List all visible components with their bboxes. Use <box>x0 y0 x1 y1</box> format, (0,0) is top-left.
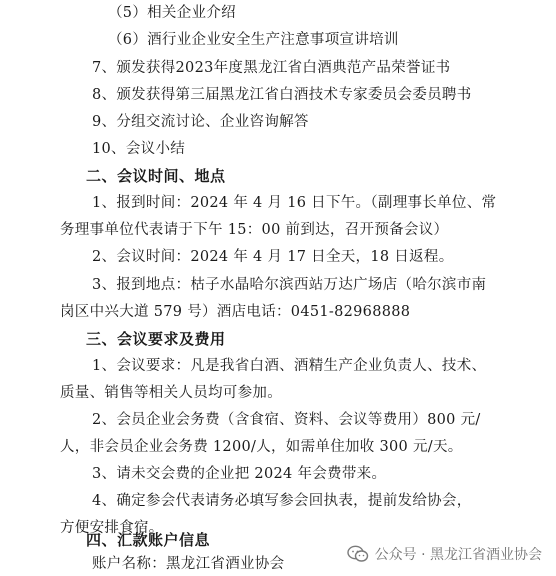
attendance-confirm-line2: 方便安排食宿。 <box>60 520 164 536</box>
membership-fee-note: 3、请未交会费的企业把 2024 年会费带来。 <box>92 466 387 482</box>
registration-place-line2: 岗区中兴大道 579 号）酒店电话：0451-82968888 <box>60 304 411 320</box>
registration-time-line2: 务理事单位代表请于下午 15：00 前到达，召开预备会议） <box>60 222 449 238</box>
fee-line1: 2、会员企业会务费（含食宿、资料、会议等费用）800 元/ <box>92 412 481 428</box>
attendance-confirm-line1: 4、确定参会代表请务必填写参会回执表，提前发给协会， <box>92 493 472 509</box>
meeting-time: 2、会议时间：2024 年 4 月 17 日全天，18 日返程。 <box>92 249 454 265</box>
agenda-item-10: 10、会议小结 <box>92 141 186 157</box>
watermark <box>347 544 542 564</box>
agenda-item-8: 8、颁发获得第三届黑龙江省白酒技术专家委员会委员聘书 <box>92 87 472 103</box>
account-name: 账户名称：黑龙江省酒业协会 <box>92 556 285 572</box>
agenda-item-6-sub: （6）酒行业企业安全生产注意事项宣讲培训 <box>108 32 399 48</box>
requirement-line2: 质量、销售等相关人员均可参加。 <box>60 385 282 401</box>
agenda-item-9: 9、分组交流讨论、企业咨询解答 <box>92 114 309 130</box>
section-heading-remittance: 四、汇款账户信息 <box>86 531 211 549</box>
requirement-line1: 1、会议要求：凡是我省白酒、酒精生产企业负责人、技术、 <box>92 358 487 374</box>
watermark-text: 公众号 · 黑龙江省酒业协会 <box>374 547 542 563</box>
registration-place-line1: 3、报到地点：枯子水晶哈尔滨西站万达广场店（哈尔滨市南 <box>92 277 487 293</box>
section-heading-requirements-fees: 三、会议要求及费用 <box>86 330 226 348</box>
section-heading-time-place: 二、会议时间、地点 <box>86 167 226 185</box>
registration-time-line1: 1、报到时间：2024 年 4 月 16 日下午。（副理事长单位、常 <box>92 195 497 211</box>
agenda-item-5-sub: （5）相关企业介绍 <box>108 5 236 21</box>
wechat-icon <box>347 545 369 563</box>
agenda-item-7: 7、颁发获得2023年度黑龙江省白酒典范产品荣誉证书 <box>92 60 451 76</box>
fee-line2: 人，非会员企业会务费 1200/人，如需单住加收 300 元/天。 <box>60 439 463 455</box>
